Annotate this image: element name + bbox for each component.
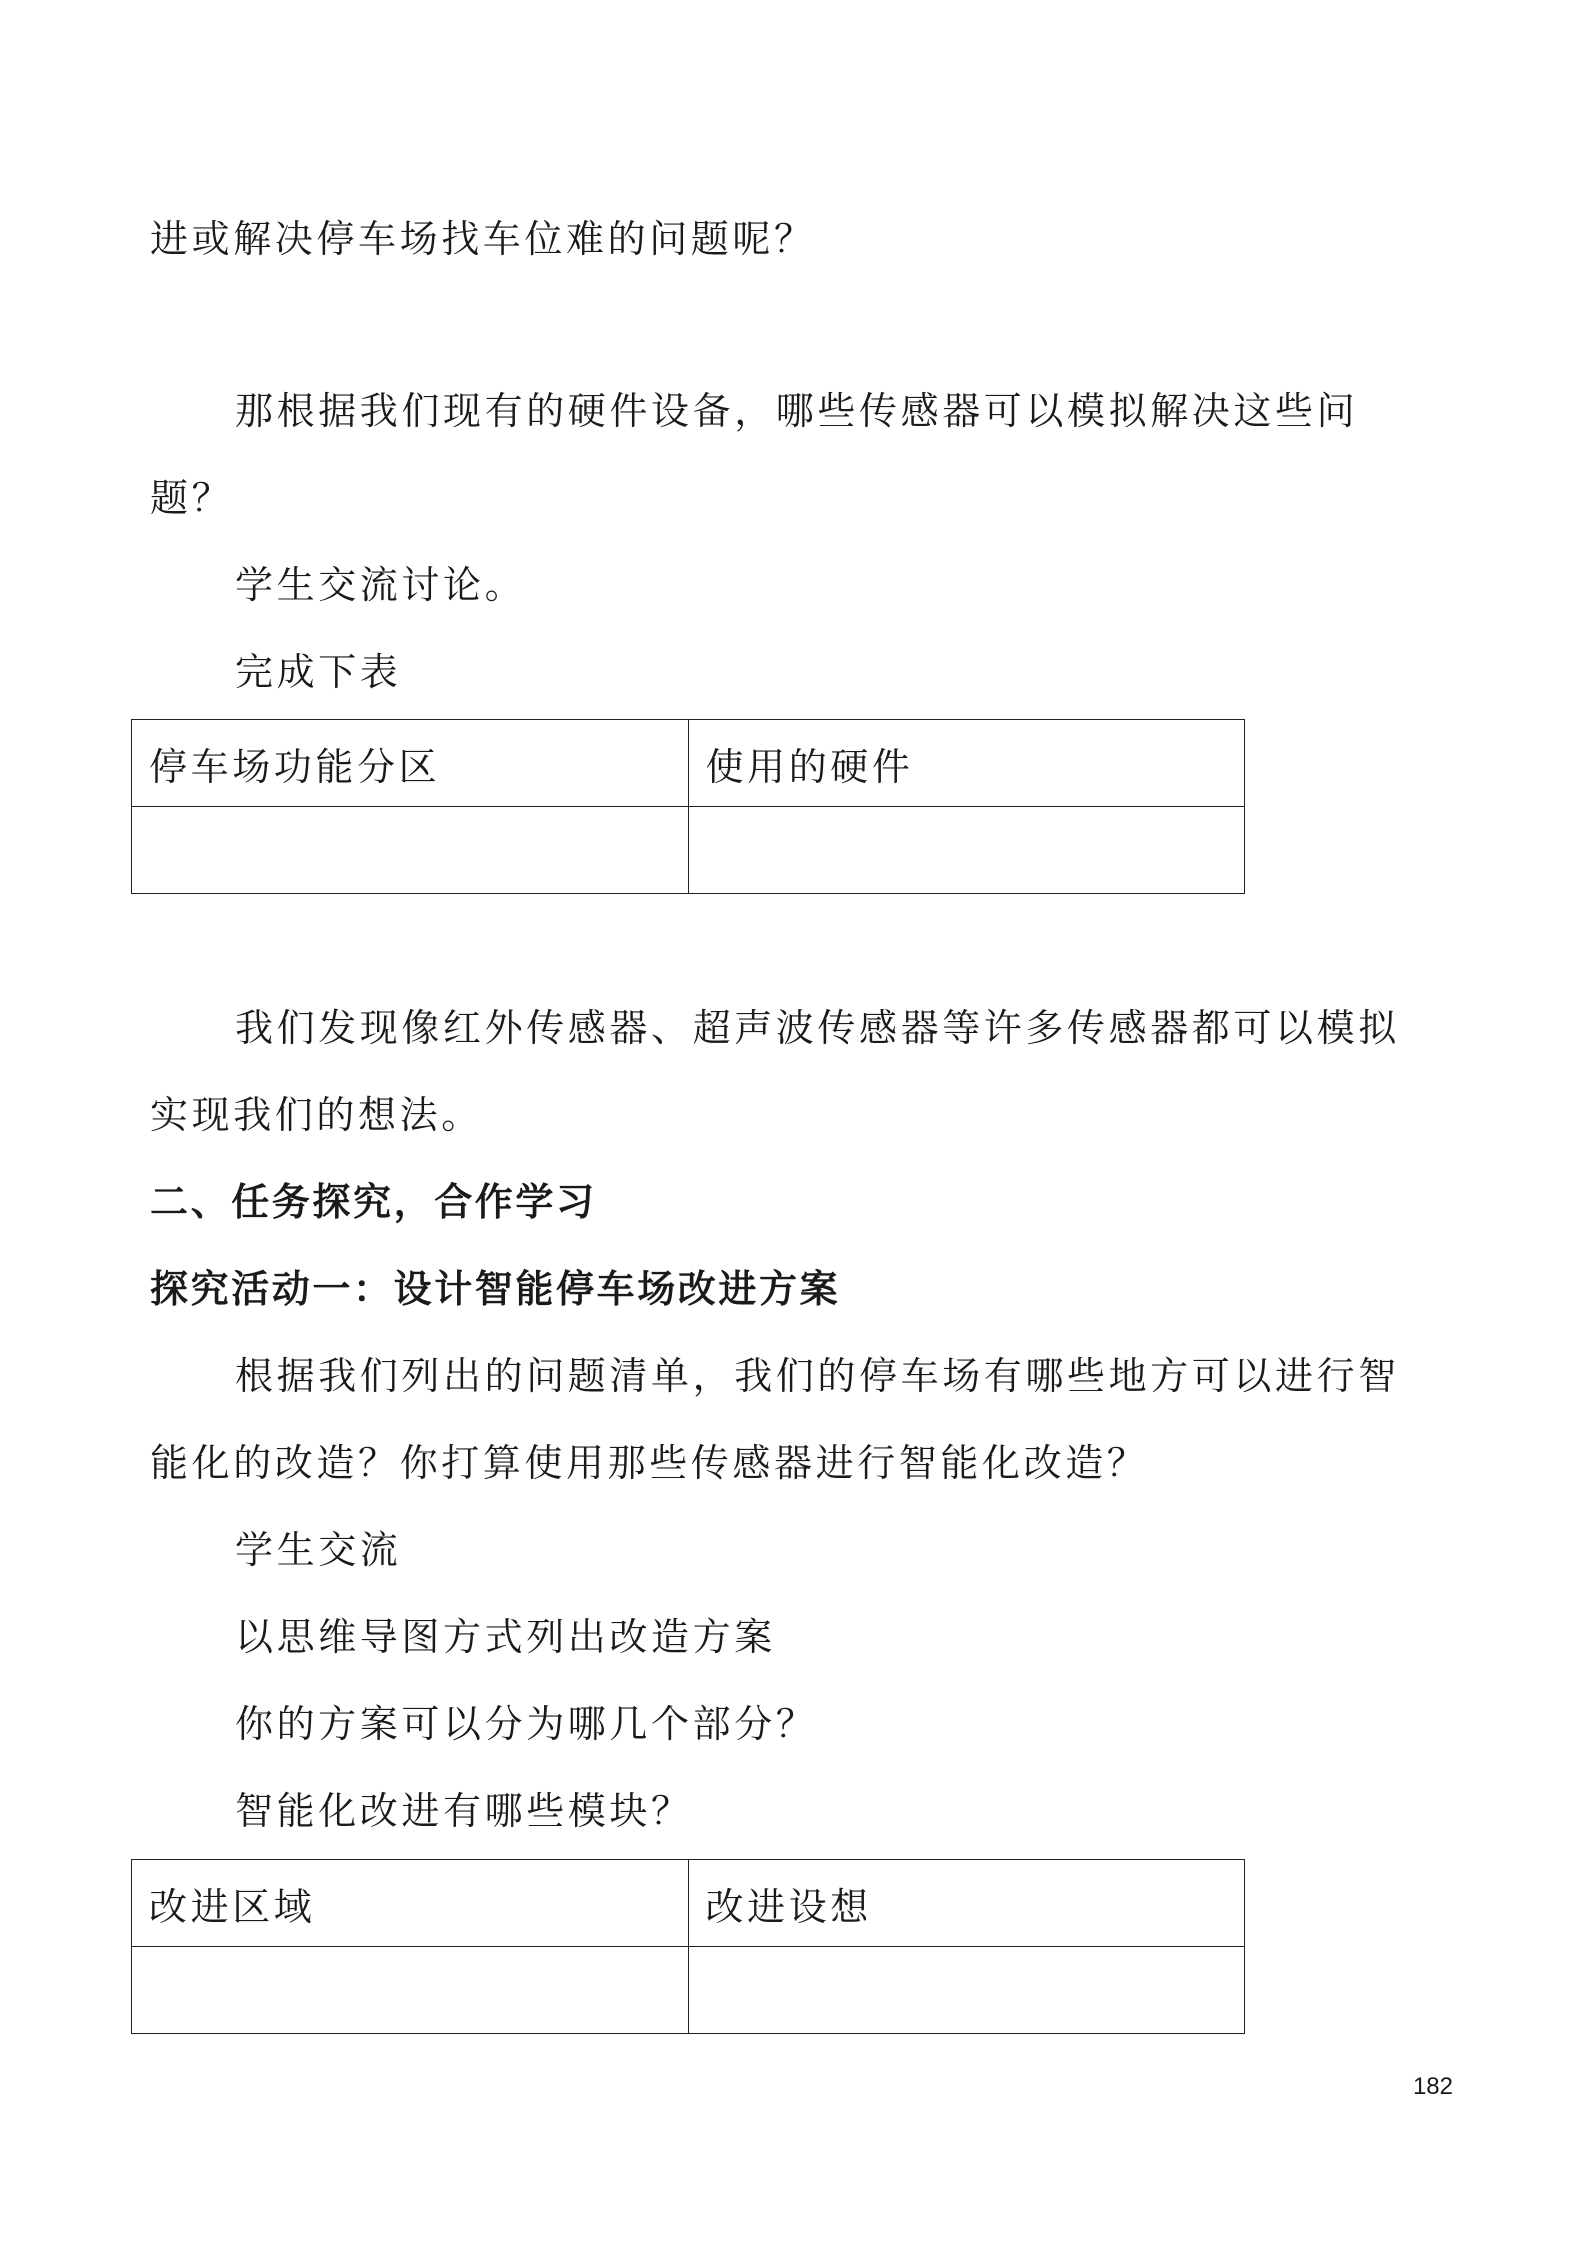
section-heading: 二、任务探究，合作学习 <box>150 1180 597 1224</box>
line-6: 我们发现像红外传感器、超声波传感器等许多传感器都可以模拟 <box>235 1006 1400 1050</box>
line-14: 你的方案可以分为哪几个部分？ <box>235 1702 818 1746</box>
line-10: 根据我们列出的问题清单，我们的停车场有哪些地方可以进行智 <box>235 1354 1400 1398</box>
activity-heading: 探究活动一：设计智能停车场改进方案 <box>150 1267 841 1311</box>
table-header-row <box>132 720 1245 807</box>
line-5: 完成下表 <box>235 650 402 694</box>
page-number: 182 <box>1412 2073 1453 2100</box>
line-15: 智能化改进有哪些模块？ <box>235 1789 693 1833</box>
line-1: 进或解决停车场找车位难的问题呢？ <box>150 217 816 261</box>
table-cell <box>688 807 1245 894</box>
table-cell <box>688 1947 1245 2034</box>
line-4: 学生交流讨论。 <box>235 563 527 607</box>
line-3: 题？ <box>150 476 234 520</box>
line-12: 学生交流 <box>235 1528 402 1572</box>
line-11: 能化的改造？你打算使用那些传感器进行智能化改造？ <box>150 1441 1149 1485</box>
line-2: 那根据我们现有的硬件设备，哪些传感器可以模拟解决这些问 <box>235 389 1359 433</box>
table-header-cell: 停车场功能分区 <box>132 720 689 807</box>
table-header-row <box>132 1860 1245 1947</box>
table-row <box>132 807 1245 894</box>
line-13: 以思维导图方式列出改造方案 <box>235 1615 776 1659</box>
table-row <box>132 1947 1245 2034</box>
improvement-table <box>131 1859 1245 2034</box>
table-cell <box>132 807 689 894</box>
table-header-cell: 改进区域 <box>132 1860 689 1947</box>
table-header-cell: 使用的硬件 <box>688 720 1245 807</box>
line-7: 实现我们的想法。 <box>150 1093 483 1137</box>
table-cell <box>132 1947 689 2034</box>
table-header-cell: 改进设想 <box>688 1860 1245 1947</box>
hardware-table <box>131 719 1245 894</box>
